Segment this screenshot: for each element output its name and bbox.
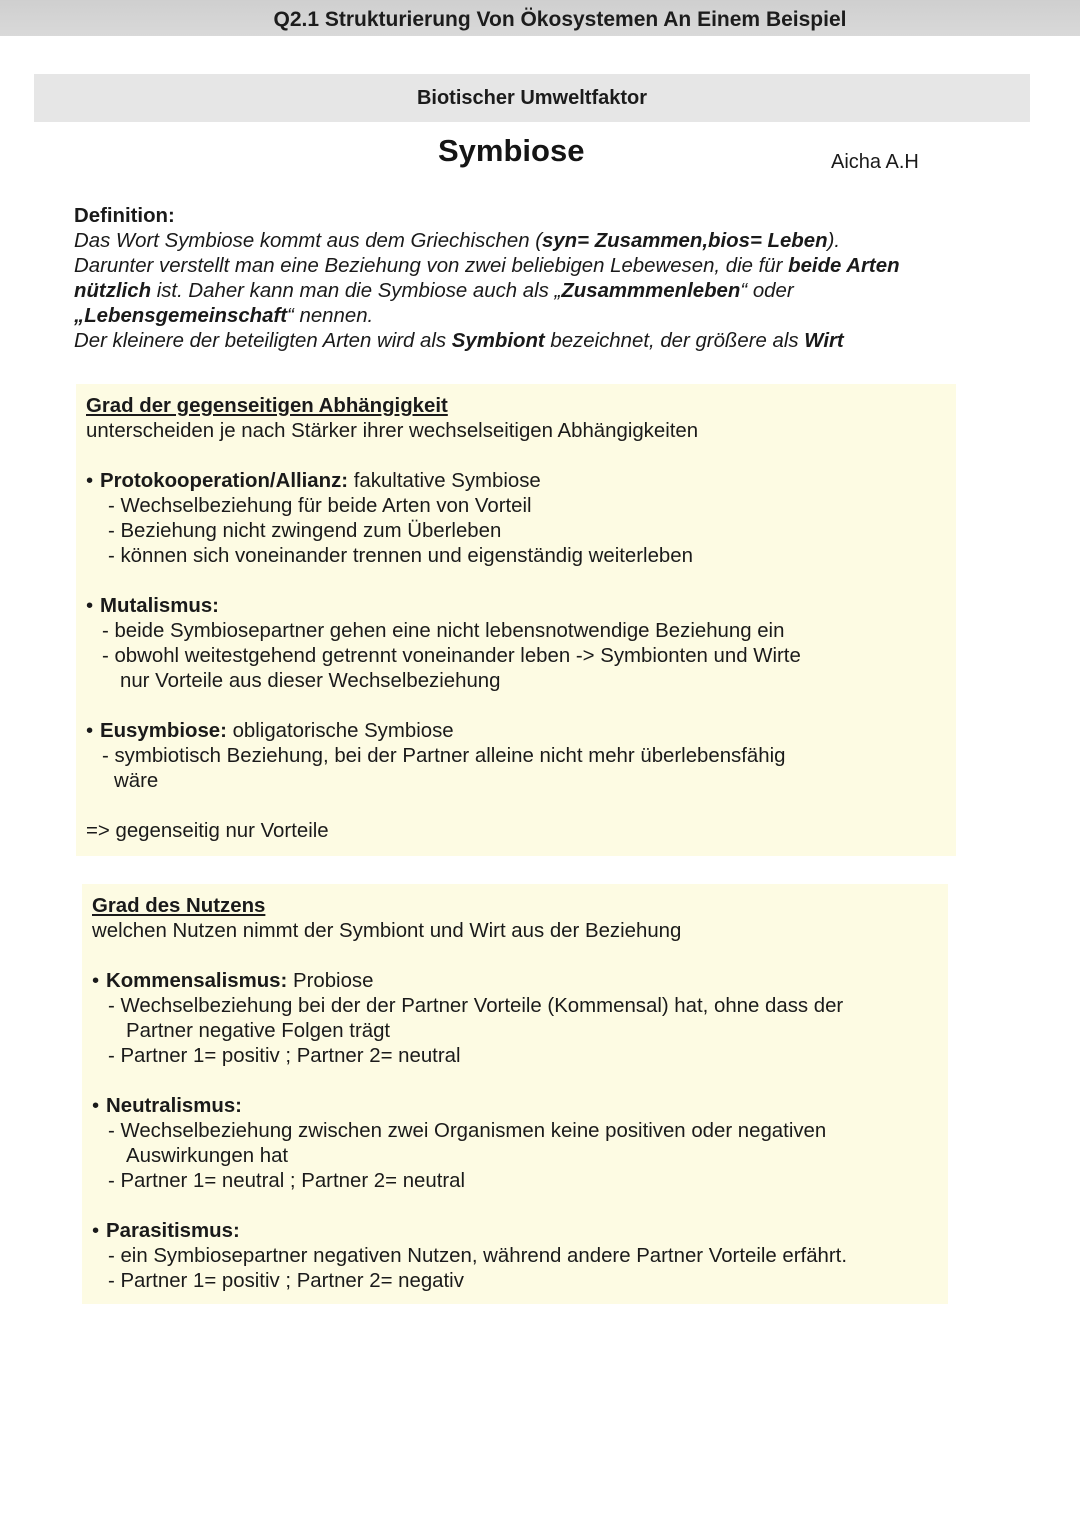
- definition-heading: Definition:: [74, 205, 175, 227]
- list-item: - Wechselbeziehung bei der der Partner Vorteile (Kommensal) hat, ohne dass der: [108, 995, 844, 1017]
- list-item: - Partner 1= positiv ; Partner 2= neutral: [108, 1045, 461, 1067]
- header-title: Q2.1 Strukturierung Von Ökosystemen An Einem Beispiel: [273, 8, 847, 31]
- list-item: - obwohl weitestgehend getrennt voneinander leben -> Symbionten und Wirte: [102, 645, 801, 667]
- dependency-conclusion: => gegenseitig nur Vorteile: [86, 820, 329, 842]
- header-bar: [0, 0, 1080, 36]
- text-span: ).: [827, 230, 841, 252]
- definition-block: [74, 204, 1034, 354]
- bullet-subtitle: obligatorische Symbiose: [226, 720, 454, 742]
- bullet-subtitle: Probiose: [287, 970, 374, 992]
- mutalismus-title: • Mutalismus:: [86, 595, 219, 617]
- bold-span: beide Arten: [788, 255, 900, 277]
- bullet-subtitle: fakultative Symbiose: [348, 470, 541, 492]
- list-item: - Partner 1= neutral ; Partner 2= neutral: [108, 1170, 466, 1192]
- text-span: Der kleinere der beteiligten Arten wird als: [74, 330, 452, 352]
- dependency-heading: Grad der gegenseitigen Abhängigkeit: [86, 395, 448, 417]
- bullet-title: Protokooperation/Allianz:: [100, 470, 349, 492]
- bold-span: Lebensgemeinschaft: [84, 305, 288, 327]
- text-span: “ nennen.: [287, 305, 374, 327]
- bullet-title: Kommensalismus:: [106, 970, 288, 992]
- benefit-box: [82, 884, 948, 1304]
- eusymbiose-title: • Eusymbiose: obligatorische Symbiose: [86, 720, 454, 742]
- bullet-title: Eusymbiose:: [100, 720, 227, 742]
- neutralismus-title: • Neutralismus:: [92, 1095, 242, 1117]
- list-item: - Beziehung nicht zwingend zum Überleben: [108, 520, 502, 542]
- bold-span: nützlich: [74, 280, 152, 302]
- bold-span: Zusammmenleben: [561, 280, 741, 302]
- kommensalismus-title: • Kommensalismus: Probiose: [92, 970, 374, 992]
- benefit-intro: welchen Nutzen nimmt der Symbiont und Wirt aus der Beziehung: [92, 920, 682, 942]
- definition-line: [74, 304, 1034, 329]
- bold-span: syn= Zusammen,bios= Leben: [542, 230, 828, 252]
- bullet-title: Neutralismus:: [106, 1095, 242, 1117]
- list-item-continuation: Partner negative Folgen trägt: [126, 1020, 391, 1042]
- text-span: “ oder: [740, 280, 794, 302]
- bullet-title: Mutalismus:: [100, 595, 219, 617]
- bullet-title: Parasitismus:: [106, 1220, 240, 1242]
- section-label: Biotischer Umweltfaktor: [416, 87, 648, 109]
- text-span: Das Wort Symbiose kommt aus dem Griechischen (: [74, 230, 542, 252]
- author-name: Aicha A.H: [831, 151, 919, 173]
- list-item: - symbiotisch Beziehung, bei der Partner alleine nicht mehr überlebensfähig: [102, 745, 786, 767]
- definition-line: [74, 229, 1034, 254]
- definition-line: [74, 279, 1034, 304]
- list-item: - Wechselbeziehung für beide Arten von Vorteil: [108, 495, 532, 517]
- list-item-continuation: wäre: [114, 770, 159, 792]
- bold-span: Symbiont: [451, 330, 545, 352]
- definition-line: [74, 329, 1034, 354]
- list-item: - Partner 1= positiv ; Partner 2= negativ: [108, 1270, 464, 1292]
- dependency-box: [76, 384, 956, 856]
- list-item: - Wechselbeziehung zwischen zwei Organismen keine positiven oder negativen: [108, 1120, 827, 1142]
- dependency-intro: unterscheiden je nach Stärker ihrer wechselseitigen Abhängigkeiten: [86, 420, 699, 442]
- list-item-continuation: Auswirkungen hat: [126, 1145, 289, 1167]
- page-title: Symbiose: [438, 133, 585, 168]
- list-item: - ein Symbiosepartner negativen Nutzen, während andere Partner Vorteile erfährt.: [108, 1245, 848, 1267]
- bold-span: Wirt: [804, 330, 844, 352]
- text-span: bezeichnet, der größere als: [544, 330, 805, 352]
- definition-text: [74, 229, 1034, 354]
- protokooperation-title: • Protokooperation/Allianz: fakultative Symbiose: [86, 470, 541, 492]
- definition-line: [74, 254, 1034, 279]
- text-span: ist. Daher kann man die Symbiose auch als „: [151, 280, 562, 302]
- list-item-continuation: nur Vorteile aus dieser Wechselbeziehung: [120, 670, 501, 692]
- list-item: - können sich voneinander trennen und eigenständig weiterleben: [108, 545, 693, 567]
- parasitismus-title: • Parasitismus:: [92, 1220, 240, 1242]
- benefit-heading: Grad des Nutzens: [92, 895, 266, 917]
- list-item: - beide Symbiosepartner gehen eine nicht lebensnotwendige Beziehung ein: [102, 620, 785, 642]
- text-span: Darunter verstellt man eine Beziehung von zwei beliebigen Lebewesen, die für: [74, 255, 789, 277]
- section-bar: [34, 74, 1030, 122]
- bold-span: „: [74, 305, 85, 327]
